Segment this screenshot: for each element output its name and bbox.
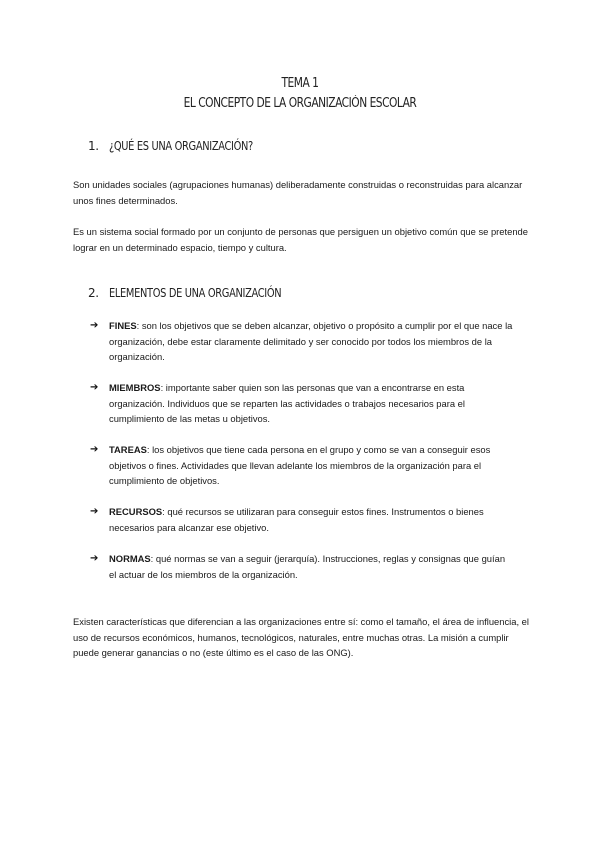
topic-title: TEMA 1: [281, 76, 319, 91]
section-heading-text-2: ELEMENTOS DE UNA ORGANIZACIÓN: [109, 286, 282, 300]
list-item-term: NORMAS: [109, 553, 151, 564]
list-item-body: [109, 504, 514, 535]
arrow-right-icon: ➔: [90, 506, 99, 517]
section-number-2: 2.: [88, 286, 99, 300]
list-item-term: FINES: [109, 320, 137, 331]
list-item-term: TAREAS: [109, 444, 147, 455]
paragraph-definition-2: Es un sistema social formado por un conjunto de personas que persiguen un objetivo común que se pretende lograr en un determinado espacio, tiempo y cultura.: [73, 226, 528, 253]
topic-subtitle: EL CONCEPTO DE LA ORGANIZACIÓN ESCOLAR: [183, 96, 417, 111]
list-item-text: : importante saber quien son las personas que van a encontrarse en esta organización. Individuos que se reparten las actividades o trabajos necesarios para el cumplimiento de las metas u objetivos.: [109, 382, 465, 424]
list-item-body: [109, 551, 514, 582]
section-heading-1: [88, 139, 285, 153]
arrow-right-icon: ➔: [90, 320, 99, 331]
list-item-text: : qué recursos se utilizaran para conseguir estos fines. Instrumentos o bienes necesarios para alcanzar ese objetivo.: [109, 506, 484, 533]
paragraph-closing: Existen características que diferencian a las organizaciones entre sí: como el tamaño, el área de influencia, el uso de recursos económicos, humanos, tecnológicos, naturales, entre muchas otras. La misión a cumplir puede generar ganancias o no (este último es el caso de las ONG).: [73, 616, 529, 658]
paragraph-definition-1: Son unidades sociales (agrupaciones humanas) deliberadamente construidas o reconstruidas para alcanzar unos fines determinados.: [73, 179, 523, 206]
list-item-body: [109, 318, 514, 365]
arrow-right-icon: ➔: [90, 382, 99, 393]
list-item-text: : los objetivos que tiene cada persona en el grupo y como se van a conseguir esos objetivos o fines. Actividades que llevan adelante los miembros de la organización para el cumplimiento de objetivos.: [109, 444, 491, 486]
arrow-right-icon: ➔: [90, 553, 99, 564]
arrow-right-icon: ➔: [90, 444, 99, 455]
list-item-text: : son los objetivos que se deben alcanzar, objetivo o propósito a cumplir por el que nace la organización, debe estar claramente delimitado y ser conocido por todos los miembros de la organización.: [109, 320, 513, 362]
list-item-term: RECURSOS: [109, 506, 163, 517]
section-heading-text-1: ¿QUÉ ES UNA ORGANIZACIÓN?: [109, 139, 254, 153]
list-item-term: MIEMBROS: [109, 382, 161, 393]
list-item-text: : qué normas se van a seguir (jerarquía). Instrucciones, reglas y consignas que guían el actuar de los miembros de la organización.: [109, 553, 506, 580]
list-item-body: [109, 380, 514, 427]
section-heading-2: [88, 286, 320, 300]
list-item-body: [109, 442, 514, 489]
section-number-1: 1.: [88, 139, 99, 153]
